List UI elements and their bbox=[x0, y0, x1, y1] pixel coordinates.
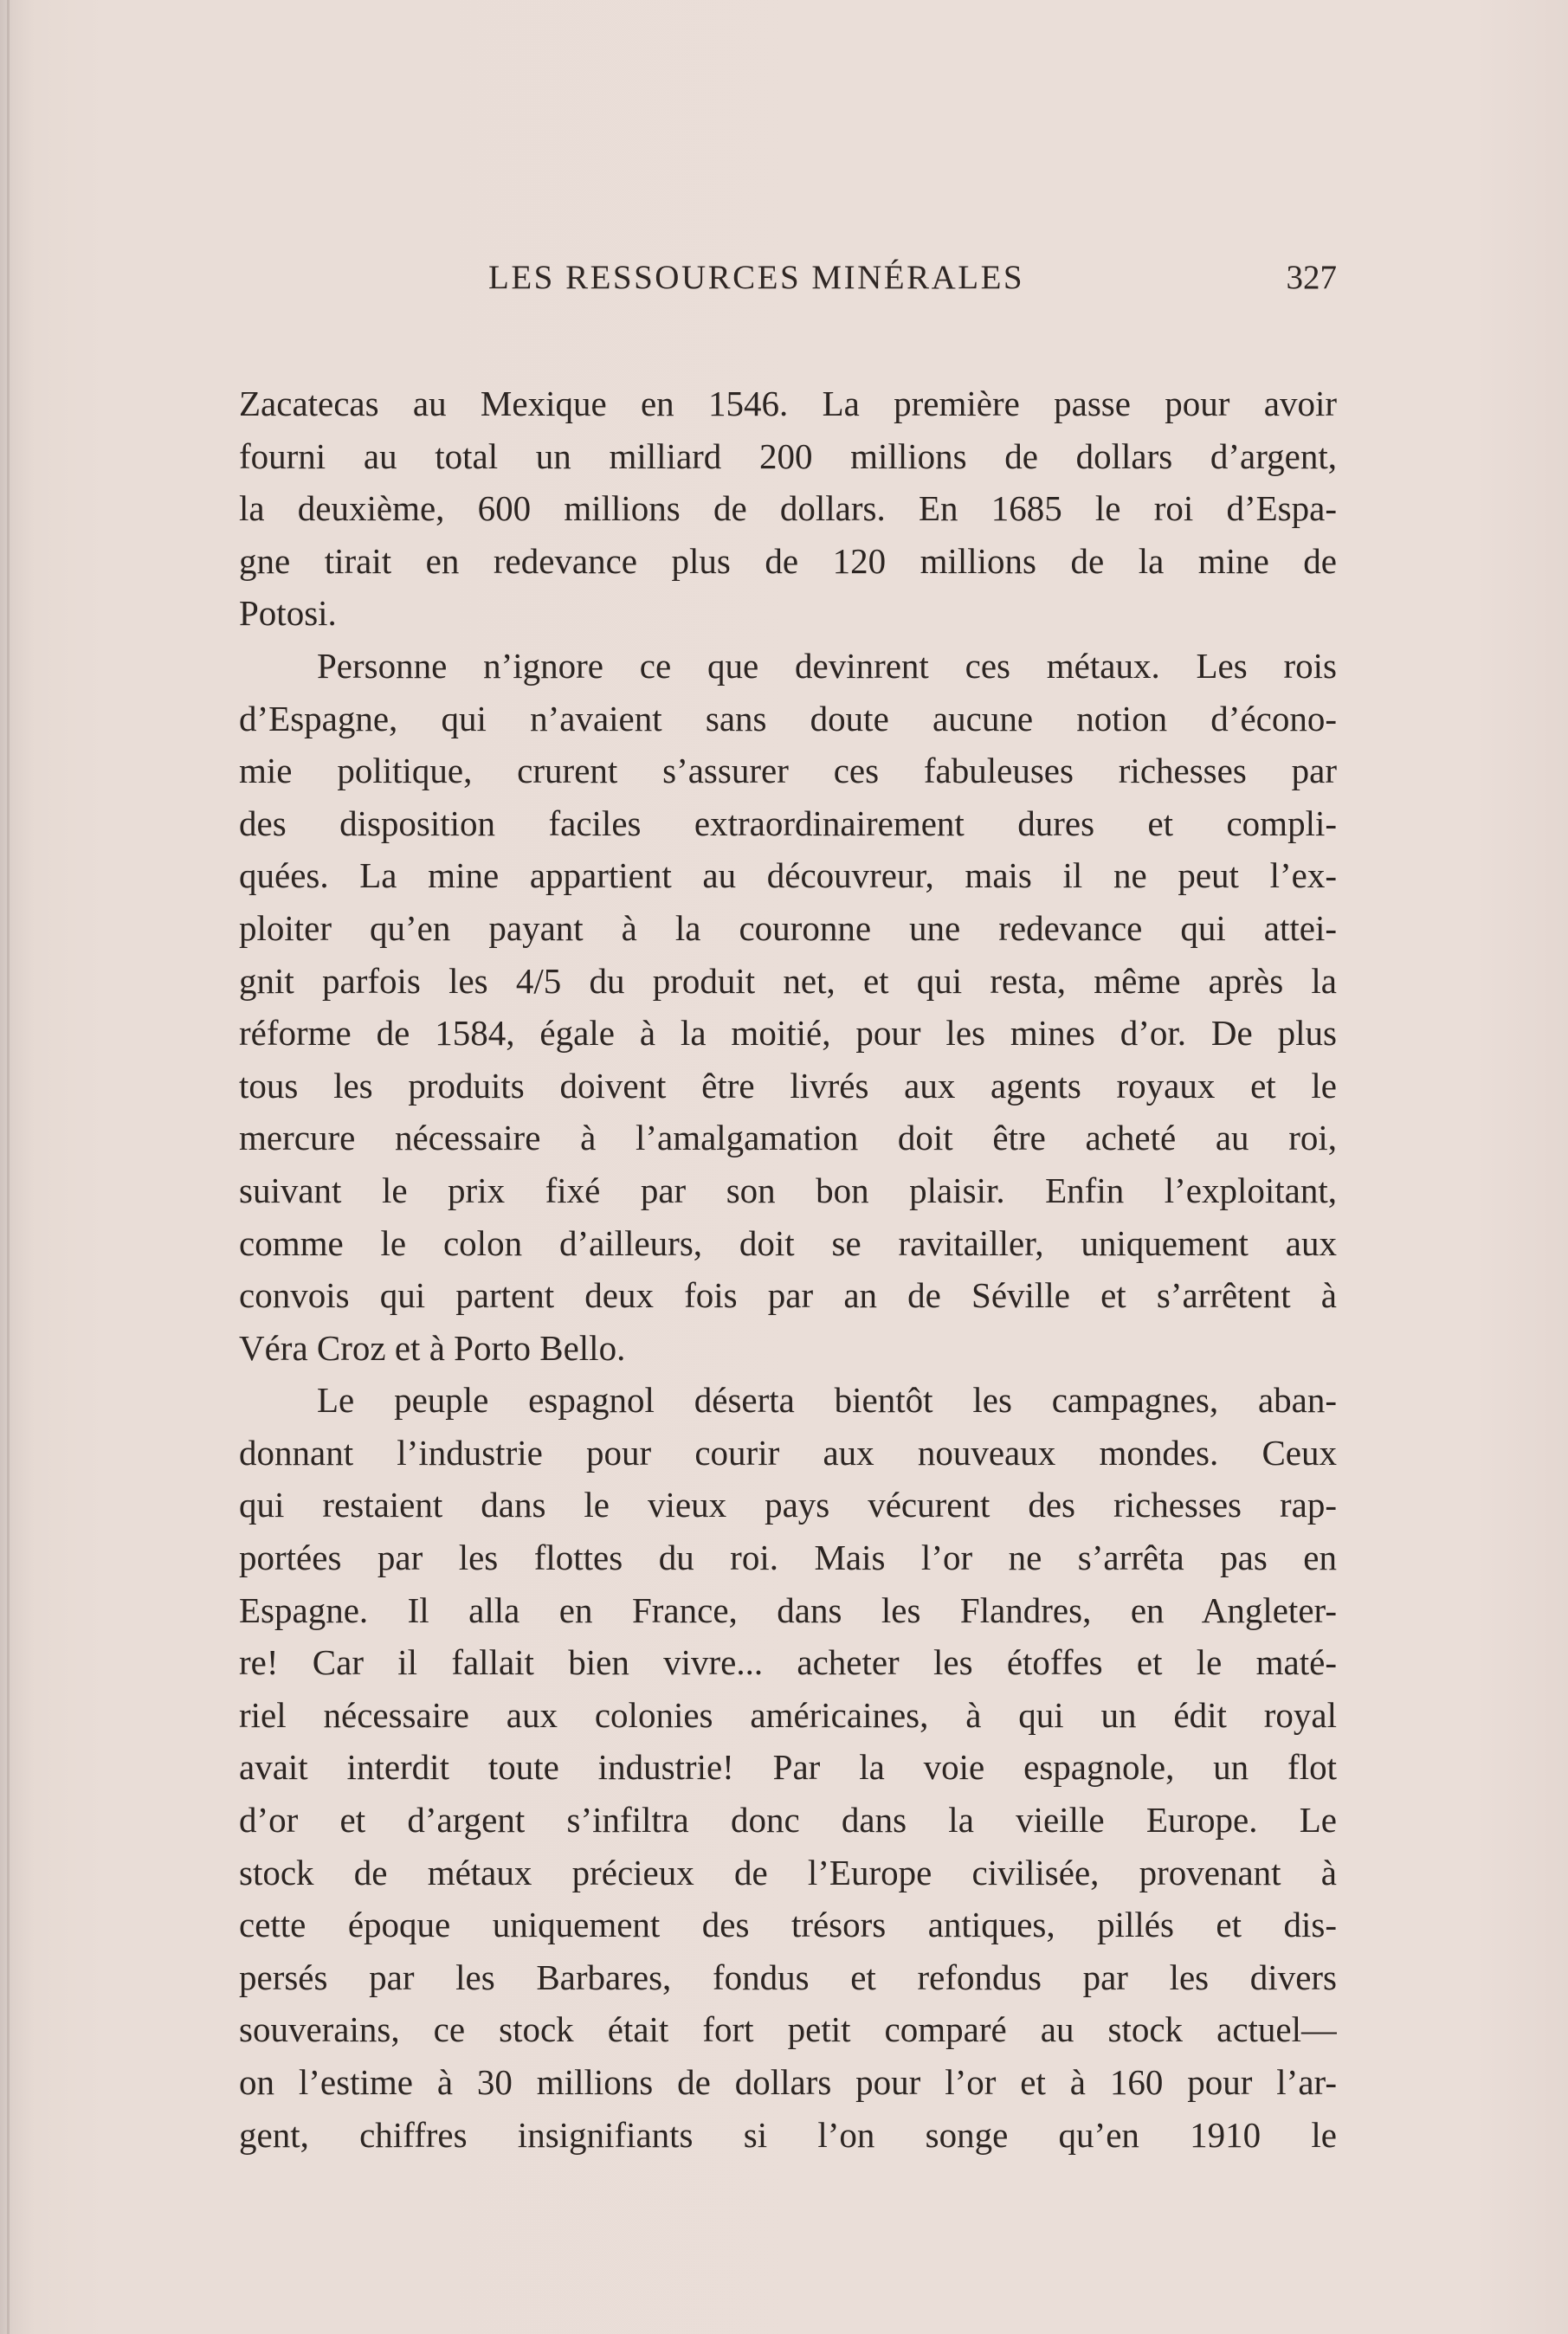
text-line: Zacatecas au Mexique en 1546. La première passe pour avoir bbox=[239, 384, 1337, 423]
text-line: riel nécessaire aux colonies américaines, à qui un édit royal bbox=[239, 1694, 1337, 1735]
text-line: Personne n’ignore ce que devinrent ces métaux. Les rois bbox=[317, 645, 1337, 686]
page-gutter bbox=[7, 0, 10, 2334]
text-line: qui restaient dans le vieux pays vécurent des richesses rap- bbox=[239, 1485, 1337, 1525]
text-line: Potosi. bbox=[239, 593, 337, 634]
text-line: mercure nécessaire à l’amalgamation doit être acheté au roi, bbox=[239, 1118, 1337, 1158]
text-line: portées par les flottes du roi. Mais l’or ne s’arrêta pas en bbox=[239, 1538, 1337, 1578]
text-line: avait interdit toute industrie! Par la voie espagnole, un flot bbox=[239, 1747, 1337, 1788]
text-line: on l’estime à 30 millions de dollars pour l’or et à 160 pour l’ar- bbox=[239, 2062, 1337, 2102]
text-line: quées. La mine appartient au découvreur, mais il ne peut l’ex- bbox=[239, 855, 1337, 896]
text-line: donnant l’industrie pour courir aux nouveaux mondes. Ceux bbox=[239, 1432, 1337, 1473]
text-line: souverains, ce stock était fort petit comparé au stock actuel— bbox=[239, 2009, 1337, 2050]
text-line: comme le colon d’ailleurs, doit se ravitailler, uniquement aux bbox=[239, 1222, 1337, 1263]
text-line: fourni au total un milliard 200 millions de dollars d’argent, bbox=[239, 435, 1337, 476]
text-line: réforme de 1584, égale à la moitié, pour les mines d’or. De plus bbox=[239, 1013, 1337, 1054]
text-line: persés par les Barbares, fondus et refondus par les divers bbox=[239, 1957, 1337, 1997]
text-line: gne tirait en redevance plus de 120 millions de la mine de bbox=[239, 540, 1337, 581]
text-line: suivant le prix fixé par son bon plaisir. Enfin l’exploitant, bbox=[239, 1170, 1337, 1210]
text-line: convois qui partent deux fois par an de Séville et s’arrêtent à bbox=[239, 1275, 1337, 1316]
running-head bbox=[239, 258, 1337, 310]
text-line: ploiter qu’en payant à la couronne une redevance qui attei- bbox=[239, 907, 1337, 948]
text-line: gnit parfois les 4/5 du produit net, et qui resta, même après la bbox=[239, 960, 1337, 1001]
text-line: mie politique, crurent s’assurer ces fabuleuses richesses par bbox=[239, 751, 1337, 791]
page-number: 327 bbox=[1286, 259, 1337, 296]
text-line: Véra Croz et à Porto Bello. bbox=[239, 1327, 626, 1368]
running-title: LES RESSOURCES MINÉRALES bbox=[488, 259, 1025, 296]
body-text bbox=[239, 377, 1337, 2161]
text-line: la deuxième, 600 millions de dollars. En 1685 le roi d’Espa- bbox=[239, 488, 1337, 529]
text-line: d’or et d’argent s’infiltra donc dans la vieille Europe. Le bbox=[239, 1800, 1337, 1841]
text-line: cette époque uniquement des trésors antiques, pillés et dis- bbox=[239, 1905, 1337, 1945]
text-line: tous les produits doivent être livrés aux agents royaux et le bbox=[239, 1065, 1337, 1106]
text-line: Le peuple espagnol déserta bientôt les campagnes, aban- bbox=[317, 1380, 1337, 1421]
text-line: gent, chiffres insignifiants si l’on songe qu’en 1910 le bbox=[239, 2114, 1337, 2155]
text-line: re! Car il fallait bien vivre... acheter les étoffes et le maté- bbox=[239, 1642, 1337, 1683]
text-line: stock de métaux précieux de l’Europe civilisée, provenant à bbox=[239, 1852, 1337, 1892]
text-line: des disposition faciles extraordinairement dures et compli- bbox=[239, 803, 1337, 843]
text-line: d’Espagne, qui n’avaient sans doute aucune notion d’écono- bbox=[239, 698, 1337, 738]
text-line: Espagne. Il alla en France, dans les Flandres, en Angleter- bbox=[239, 1589, 1337, 1630]
